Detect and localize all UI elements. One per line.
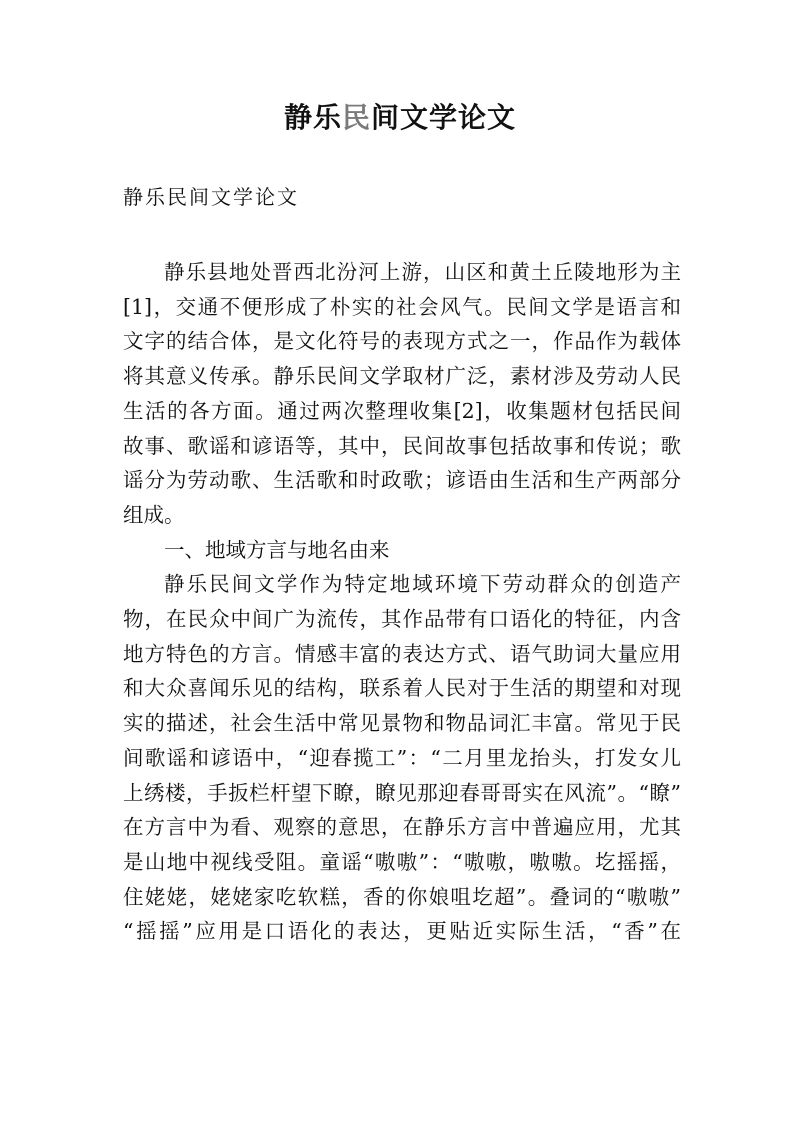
paragraph-line: 一、地域方言与地名由来: [164, 537, 390, 562]
paragraph-line: 和大众喜闻乐见的结构，联系着人民对于生活的期望和对现: [123, 676, 681, 701]
title-part-end: 间文学论文: [371, 101, 517, 134]
paragraph-line: 住姥姥，姥姥家吃软糕，香的你娘咀圪超”。叠词的“嗷嗷”: [123, 884, 681, 909]
paragraph: [123, 533, 681, 568]
title-part-mid: 民: [341, 101, 371, 134]
paragraph-line: 组成。: [123, 502, 185, 527]
title-part-start: 静乐: [283, 101, 342, 134]
paragraph-line: [1]，交通不便形成了朴实的社会风气。民间文学是语言和: [123, 294, 681, 319]
paragraph-line: 物，在民众中间广为流传，其作品带有口语化的特征，内含: [123, 607, 681, 632]
paragraph-line: 实的描述，社会生活中常见景物和物品词汇丰富。常见于民: [123, 711, 681, 736]
document-title: [0, 98, 800, 138]
paragraph: [123, 255, 681, 533]
paragraph-line: 地方特色的方言。情感丰富的表达方式、语气助词大量应用: [123, 641, 681, 666]
paragraph-line: 上绣楼，手扳栏杆望下瞭，瞭见那迎春哥哥实在风流”。“瞭”: [123, 780, 681, 805]
paragraph-line: “摇摇”应用是口语化的表达，更贴近实际生活，“香”在: [123, 919, 681, 944]
paragraph-line: 间歌谣和谚语中，“迎春揽工”：“二月里龙抬头，打发女儿: [123, 745, 681, 770]
paragraph: [123, 567, 681, 949]
paragraph-line: 是山地中视线受阻。童谣“嗷嗷”：“嗷嗷，嗷嗷。圪摇摇，: [123, 849, 681, 874]
document-body: [123, 255, 681, 949]
document-subtitle: 静乐民间文学论文: [123, 185, 299, 209]
paragraph-line: 谣分为劳动歌、生活歌和时政歌；谚语由生活和生产两部分: [123, 468, 681, 493]
paragraph-line: 生活的各方面。通过两次整理收集[2]，收集题材包括民间: [123, 398, 681, 423]
paragraph-line: 故事、歌谣和谚语等，其中，民间故事包括故事和传说；歌: [123, 433, 681, 458]
paragraph-line: 静乐县地处晋西北汾河上游，山区和黄土丘陵地形为主: [164, 260, 681, 284]
paragraph-line: 将其意义传承。静乐民间文学取材广泛，素材涉及劳动人民: [123, 364, 681, 389]
paragraph-line: 在方言中为看、观察的意思，在静乐方言中普遍应用，尤其: [123, 815, 681, 840]
paragraph-line: 文字的结合体，是文化符号的表现方式之一，作品作为载体: [123, 329, 681, 354]
paragraph-line: 静乐民间文学作为特定地域环境下劳动群众的创造产: [164, 572, 681, 597]
